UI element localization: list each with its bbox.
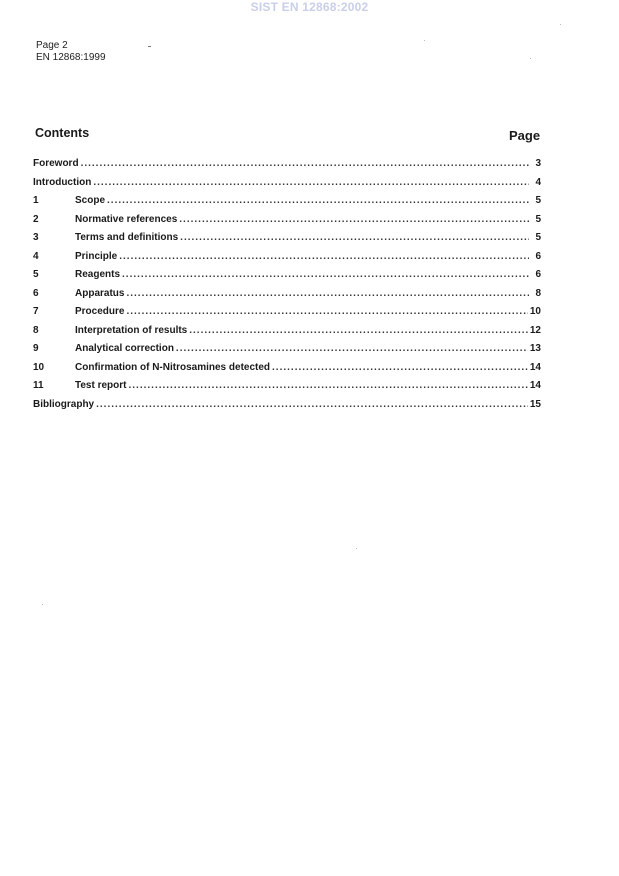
watermark: SIST EN 12868:2002 — [250, 0, 369, 14]
toc-entry-title: Confirmation of N-Nitrosamines detected — [75, 361, 271, 373]
toc-entry-title: Analytical correction — [75, 343, 174, 354]
page-number-label: Page 2 — [36, 40, 68, 51]
toc-entry-title: Foreword — [33, 158, 79, 169]
toc-entry-page: 14 — [529, 361, 541, 373]
toc-entry-scope[interactable] — [33, 195, 541, 214]
scan-speck — [560, 24, 561, 25]
toc-entry-page: 5 — [535, 195, 541, 206]
toc-leader-dots — [126, 288, 529, 299]
toc-entry-number: 10 — [33, 361, 45, 373]
toc-entry-number: 4 — [33, 250, 39, 262]
toc-entry-title: Scope — [75, 195, 106, 206]
toc-entry-number: 5 — [33, 269, 39, 280]
toc-entry-number: 3 — [33, 232, 39, 243]
toc-entry-title: Normative references — [75, 213, 178, 225]
toc-entry-page: 14 — [529, 380, 541, 391]
toc-entry-introduction[interactable] — [33, 177, 541, 196]
toc-entry-page: 3 — [535, 158, 541, 169]
toc-entry-title: Terms and definitions — [75, 232, 179, 243]
standard-reference: EN 12868:1999 — [36, 52, 106, 63]
contents-heading: Contents — [35, 126, 90, 140]
toc-entry-number: 9 — [33, 343, 39, 354]
toc-entry-terms-and-definitions[interactable] — [33, 232, 541, 251]
toc-entry-interpretation-of-results[interactable] — [33, 325, 541, 344]
toc-leader-dots — [119, 251, 529, 262]
toc-entry-page: 6 — [535, 250, 541, 262]
toc-entry-number: 7 — [33, 306, 39, 317]
toc-entry-title: Procedure — [75, 306, 125, 317]
toc-entry-title: Introduction — [33, 176, 92, 188]
toc-entry-page: 12 — [529, 324, 541, 336]
toc-entry-apparatus[interactable] — [33, 288, 541, 307]
scan-speck — [356, 548, 357, 549]
toc-entry-procedure[interactable] — [33, 306, 541, 325]
scan-speck — [530, 58, 531, 59]
toc-entry-page: 4 — [535, 176, 541, 188]
toc-leader-dots — [107, 195, 529, 206]
scan-speck — [42, 604, 43, 605]
toc-entry-reagents[interactable] — [33, 269, 541, 288]
toc-leader-dots — [180, 232, 529, 243]
toc-entry-page: 5 — [535, 213, 541, 225]
toc-entry-number: 2 — [33, 213, 39, 225]
scan-speck — [424, 40, 425, 41]
toc-entry-number: 8 — [33, 324, 39, 336]
toc-entry-test-report[interactable] — [33, 380, 541, 399]
toc-leader-dots — [126, 306, 527, 317]
toc-entry-page: 6 — [535, 269, 541, 280]
toc-leader-dots — [176, 343, 528, 354]
toc-leader-dots — [272, 362, 528, 373]
toc-entry-page: 15 — [529, 398, 541, 410]
toc-leader-dots — [81, 158, 529, 169]
toc-entry-number: 1 — [33, 195, 39, 206]
toc-leader-dots — [93, 177, 529, 188]
toc-entry-foreword[interactable] — [33, 158, 541, 177]
toc-entry-analytical-correction[interactable] — [33, 343, 541, 362]
toc-leader-dots — [96, 399, 528, 410]
toc-leader-dots — [129, 380, 528, 391]
toc-entry-title: Bibliography — [33, 398, 95, 410]
toc-entry-bibliography[interactable] — [33, 399, 541, 418]
toc-entry-page: 8 — [535, 287, 541, 299]
toc-entry-title: Test report — [75, 380, 127, 391]
toc-entry-title: Apparatus — [75, 287, 125, 299]
toc-leader-dots — [179, 214, 529, 225]
page-column-heading: Page — [509, 128, 541, 143]
toc-leader-dots — [189, 325, 528, 336]
toc-entry-number: 6 — [33, 287, 39, 299]
toc-entry-page: 10 — [529, 306, 541, 317]
toc-entry-title: Reagents — [75, 269, 121, 280]
table-of-contents — [33, 158, 541, 417]
toc-entry-normative-references[interactable] — [33, 214, 541, 233]
toc-entry-page: 5 — [535, 232, 541, 243]
toc-entry-number: 11 — [33, 380, 44, 391]
toc-entry-title: Interpretation of results — [75, 324, 188, 336]
page-header — [36, 40, 106, 64]
toc-entry-page: 13 — [529, 343, 541, 354]
toc-leader-dots — [122, 269, 529, 280]
toc-entry-confirmation[interactable] — [33, 362, 541, 381]
toc-entry-title: Principle — [75, 250, 118, 262]
scan-speck — [148, 46, 151, 47]
toc-entry-principle[interactable] — [33, 251, 541, 270]
